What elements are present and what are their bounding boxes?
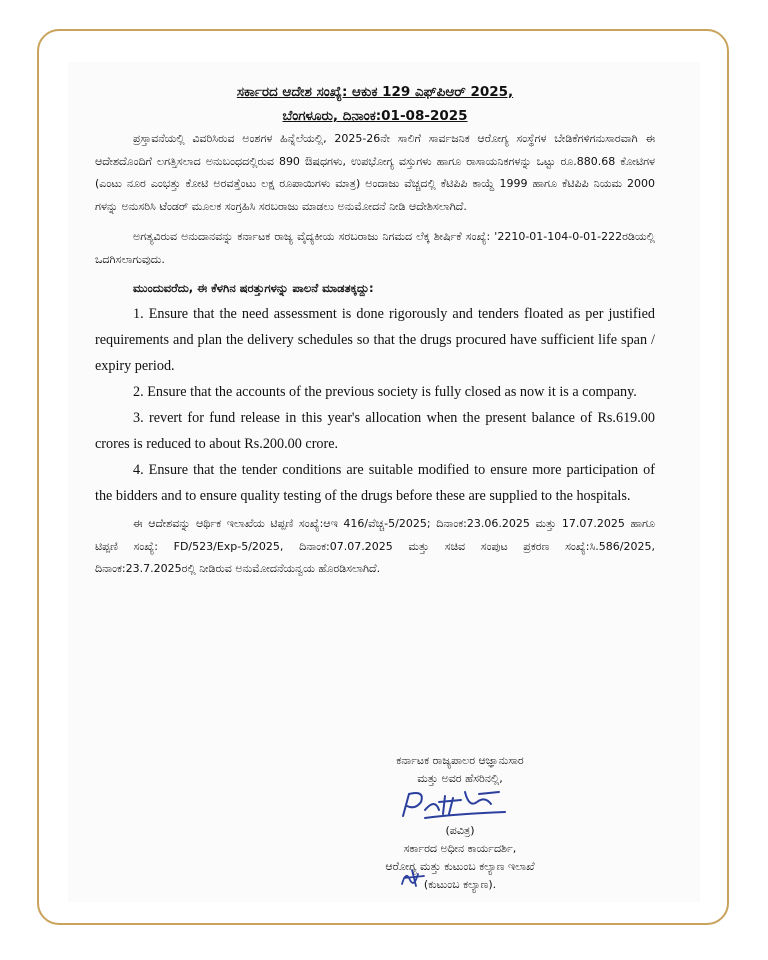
order-title: ಸರ್ಕಾರದ ಆದೇಶ ಸಂಖ್ಯೆ: ಆಕುಕ 129 ಎಫ್‌ಪಿಆರ್ 2025, xyxy=(236,84,514,100)
order-place-date: ಬೆಂಗಳೂರು, ದಿನಾಂಕ:01-08-2025 xyxy=(282,108,468,124)
condition-item: 1. Ensure that the need assessment is done rigorously and tenders floated as per justified requirements and plan the delivery schedules so that the drugs procured have sufficient life span / expiry period. xyxy=(95,306,655,374)
signatory-section: (ಕುಟುಂಬ ಕಲ್ಯಾಣ). xyxy=(423,878,497,891)
condition-item: 2. Ensure that the accounts of the previous society is fully closed as now it is a company. xyxy=(133,384,637,400)
condition-item: 3. revert for fund release in this year's allocation when the present balance of Rs.619.00 crores is reduced to about Rs.200.00 crore. xyxy=(95,410,655,452)
signature-authority-line: ಕರ್ನಾಟಕ ರಾಜ್ಯಪಾಲರ ಆಜ್ಞಾನುಸಾರ xyxy=(396,754,524,767)
signature-block xyxy=(340,752,580,894)
initials-mark xyxy=(398,866,428,890)
handwritten-signature xyxy=(340,788,580,822)
signatory-department: ಆರೋಗ್ಯ ಮತ್ತು ಕುಟುಂಬ ಕಲ್ಯಾಣ ಇಲಾಖೆ xyxy=(385,860,535,873)
government-order xyxy=(95,80,655,581)
signature-authority-line2: ಮತ್ತು ಅವರ ಹೆಸರಿನಲ್ಲಿ, xyxy=(417,772,503,785)
conditions-heading: ಮುಂದುವರೆದು, ಈ ಕೆಳಗಿನ ಷರತ್ತುಗಳನ್ನು ಪಾಲನೆ ಮಾಡತಕ್ಕದ್ದು: xyxy=(133,281,374,295)
signatory-designation: ಸರ್ಕಾರದ ಅಧೀನ ಕಾರ್ಯದರ್ಶಿ, xyxy=(403,842,517,855)
paragraph-grant: ಅಗತ್ಯವಿರುವ ಅನುದಾನವನ್ನು ಕರ್ನಾಟಕ ರಾಜ್ಯ ವೈದ್ಯಕೀಯ ಸರಬರಾಜು ನಿಗಮದ ಲೆಕ್ಕ ಶೀರ್ಷಿಕೆ ಸಂಖ್ಯೆ: '2210-01-104-0-01-222ರಡಿಯಲ್ಲಿ ಒದಗಿಸಲಾಗುವುದು. xyxy=(95,230,655,266)
signatory-name: (ಪವಿತ್ರ) xyxy=(445,824,475,837)
paragraph-reference: ಈ ಆದೇಶವನ್ನು ಆರ್ಥಿಕ ಇಲಾಖೆಯ ಟಿಪ್ಪಣಿ ಸಂಖ್ಯೆ:ಆಇ 416/ವೆಚ್ಚ-5/2025; ದಿನಾಂಕ:23.06.2025 ಮತ್ತು 17.07.2025 ಹಾಗೂ ಟಿಪ್ಪಣಿ ಸಂಖ್ಯೆ: FD/523/Exp-5/2025, ದಿನಾಂಕ:07.07.2025 ಮತ್ತು ಸಚಿವ ಸಂಪುಟ ಪ್ರಕರಣ ಸಂಖ್ಯೆ:ಸಿ.586/2025, ದಿನಾಂಕ:23.7.2025ರಲ್ಲಿ ನೀಡಿರುವ ಅನುಮೋದನೆಯನ್ವಯ ಹೊರಡಿಸಲಾಗಿದೆ. xyxy=(95,517,655,575)
condition-item: 4. Ensure that the tender conditions are suitable modified to ensure more participation of the bidders and to ensure quality testing of the drugs before these are supplied to the hospitals. xyxy=(95,462,655,504)
paragraph-approval: ಪ್ರಸ್ತಾವನೆಯಲ್ಲಿ ವಿವರಿಸಿರುವ ಅಂಶಗಳ ಹಿನ್ನೆಲೆಯಲ್ಲಿ, 2025-26ನೇ ಸಾಲಿಗೆ ಸಾರ್ವಜನಿಕ ಆರೋಗ್ಯ ಸಂಸ್ಥೆಗಳ ಬೇಡಿಕೆಗಳಿಗನುಸಾರವಾಗಿ ಈ ಆದೇಶದೊಂದಿಗೆ ಲಗತ್ತಿಸಲಾದ ಅನುಬಂಧದಲ್ಲಿರುವ 890 ಔಷಧಗಳು, ಉಪಭೋಗ್ಯ ವಸ್ತುಗಳು ಹಾಗೂ ರಾಸಾಯನಿಕಗಳನ್ನು ಒಟ್ಟು ರೂ.880.68 ಕೋಟಿಗಳ (ಎಂಟು ನೂರ ಎಂಭತ್ತು ಕೋಟಿ ಅರವತ್ತೆಂಟು ಲಕ್ಷ ರೂಪಾಯಿಗಳು ಮಾತ್ರ) ಅಂದಾಜು ವೆಚ್ಚದಲ್ಲಿ ಕೆಟಿಪಿಪಿ ಕಾಯ್ದೆ 1999 ಹಾಗೂ ಕೆಟಿಪಿಪಿ ನಿಯಮ 2000 ಗಳನ್ನು ಅನುಸರಿಸಿ ಟೆಂಡರ್ ಮೂಲಕ ಸಂಗ್ರಹಿಸಿ ಸರಬರಾಜು ಮಾಡಲು ಅನುಮೋದನೆ ನೀಡಿ ಆದೇಶಿಸಲಾಗಿದೆ. xyxy=(95,132,655,213)
